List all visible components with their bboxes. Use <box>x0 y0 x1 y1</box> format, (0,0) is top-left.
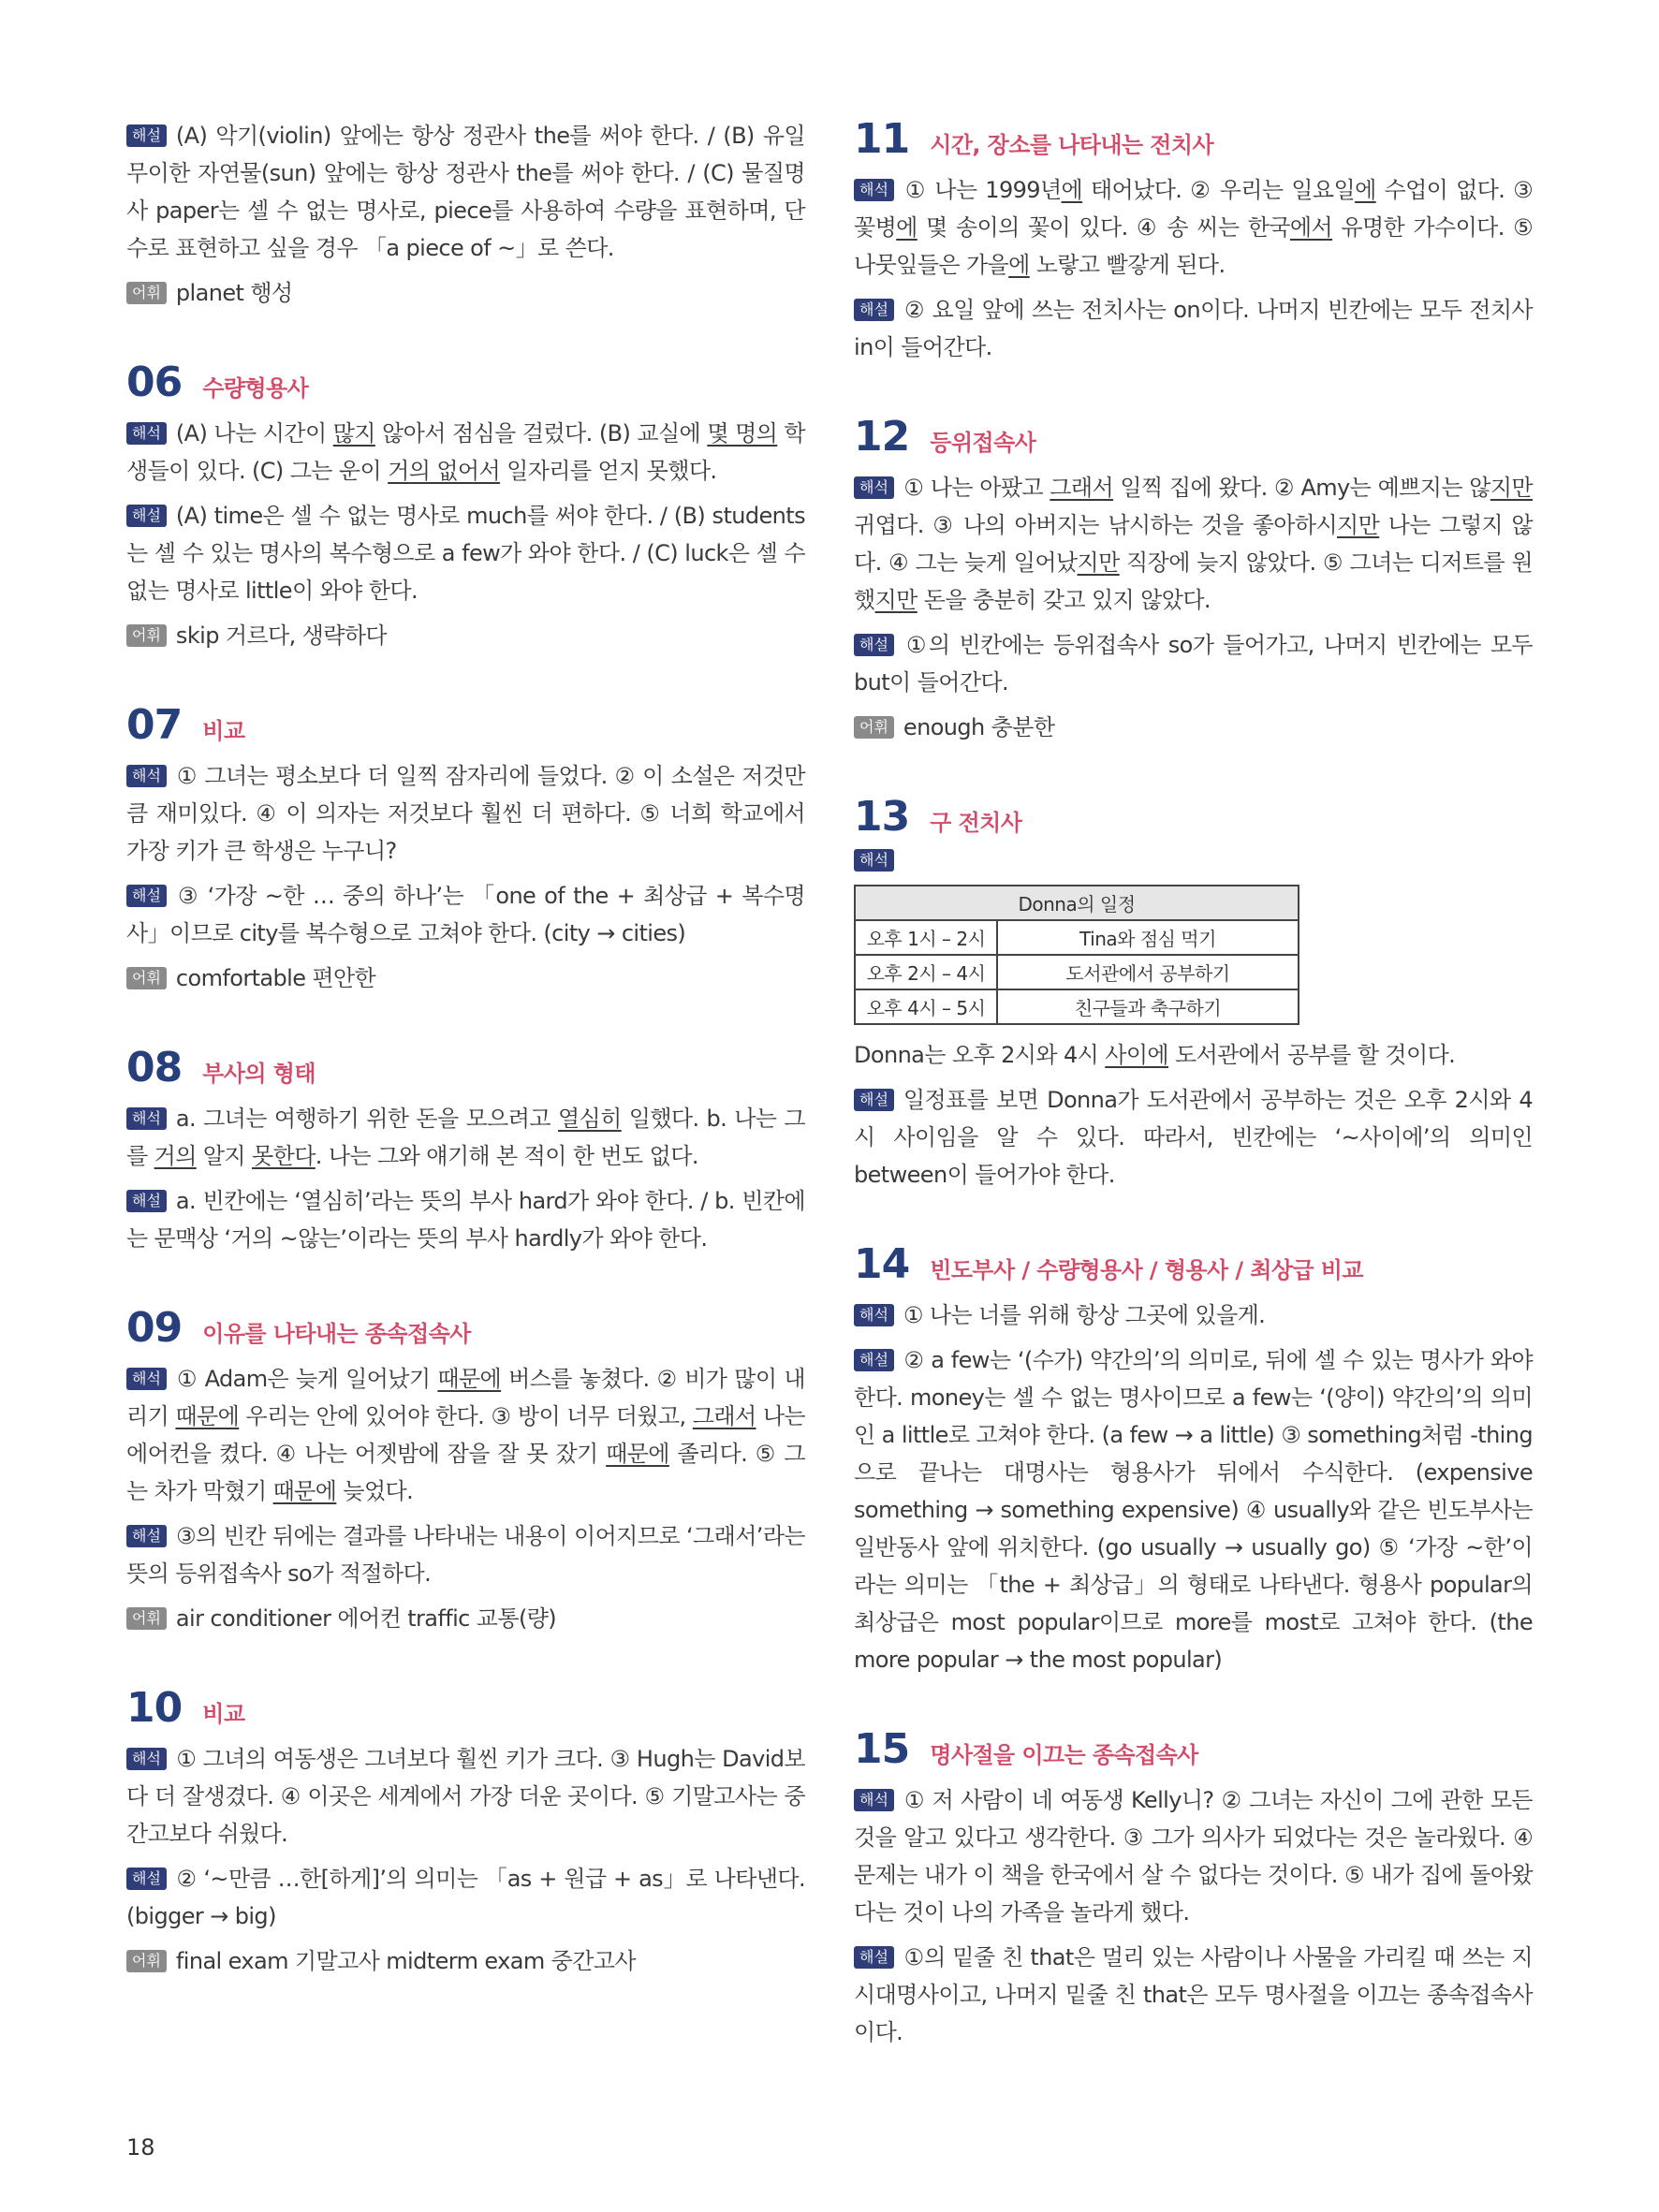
section-title: 이유를 나타내는 종속접속사 <box>202 1321 471 1347</box>
schedule-table <box>854 885 1299 1025</box>
vocab-tag: 어휘 <box>126 1607 167 1630</box>
explanation-tag: 해설 <box>126 125 167 147</box>
translation-tag: 해석 <box>854 1304 894 1326</box>
explanation-paragraph: 해설 ①의 밑줄 친 that은 멀리 있는 사람이나 사물을 가리킬 때 쓰는 지시대명사이고, 나머지 밑줄 친 that은 모두 명사절을 이끄는 종속접속사이다. <box>854 1944 1533 2045</box>
section-title: 시간, 장소를 나타내는 전치사 <box>930 132 1214 158</box>
explanation-paragraph: 해설 ③의 빈칸 뒤에는 결과를 나타내는 내용이 이어지므로 ‘그래서’라는 뜻의 등위접속사 so가 적절하다. <box>126 1523 805 1587</box>
translation-paragraph: 해석 ① 나는 너를 위해 항상 그곳에 있을게. <box>854 1296 1533 1334</box>
explanation-paragraph: 해설 일정표를 보면 Donna가 도서관에서 공부하는 것은 오후 2시와 4시 사이임을 알 수 있다. 따라서, 빈칸에는 ‘~사이에’의 의미인 between이 들어가야 한다. <box>854 1087 1533 1188</box>
section-number: 14 <box>854 1240 910 1288</box>
explanation-paragraph: 해설 ② a few는 ‘(수가) 약간의’의 의미로, 뒤에 셀 수 있는 명사가 와야 한다. money는 셀 수 없는 명사이므로 a few는 ‘(양이) 약간의’의 의미인 a little로 고쳐야 한다. (a few → a little) ③ something처럼 -thing으로 끝나는 대명사는 형용사가 뒤에서 수식한다. (expensive something → something expensive) ④ usually와 같은 빈도부사는 일반동사 앞에 위치한다. (go usually → usually go) ⑤ ‘가장 ~한’이라는 의미는 「the + 최상급」의 형태로 나타낸다. 형용사 popular의 최상급은 most popular이므로 more를 most로 고쳐야 한다. (the more popular → the most popular) <box>854 1347 1533 1673</box>
translation-tag: 해석 <box>854 476 894 499</box>
section-title: 명사절을 이끄는 종속접속사 <box>930 1742 1198 1768</box>
section-header <box>126 703 805 748</box>
explanation-tag: 해설 <box>854 1349 894 1371</box>
section-number: 09 <box>126 1304 183 1352</box>
section-12 <box>854 415 1533 746</box>
translation-paragraph: 해석 ① 나는 1999년에 태어났다. ② 우리는 일요일에 수업이 없다. ③ 꽃병에 몇 송이의 꽃이 있다. ④ 송 씨는 한국에서 유명한 가수이다. ⑤ 나뭇잎들은 가을에 노랗고 빨갛게 된다. <box>854 177 1534 278</box>
section-header <box>854 415 1533 460</box>
explanation-tag: 해설 <box>854 299 894 321</box>
activity-cell: 친구들과 축구하기 <box>997 989 1299 1024</box>
section-number: 15 <box>854 1725 910 1773</box>
section-05-continued <box>126 117 805 312</box>
section-13 <box>854 795 1533 1194</box>
vocab-paragraph: 어휘 skip 거르다, 생략하다 <box>126 617 805 654</box>
section-title: 구 전치사 <box>930 810 1022 836</box>
translation-paragraph: 해석 (A) 나는 시간이 많지 않아서 점심을 걸렀다. (B) 교실에 몇 명의 학생들이 있다. (C) 그는 운이 거의 없어서 일자리를 얻지 못했다. <box>126 420 805 484</box>
vocab-tag: 어휘 <box>126 1950 167 1972</box>
table-row <box>855 955 1299 989</box>
translation-tag: 해석 <box>126 765 167 787</box>
section-06 <box>126 360 805 654</box>
time-cell: 오후 4시 – 5시 <box>855 989 997 1024</box>
page-number: 18 <box>126 2134 155 2161</box>
section-number: 12 <box>854 413 910 461</box>
translation-paragraph: 해석 ① 저 사람이 네 여동생 Kelly니? ② 그녀는 자신이 그에 관한 모든 것을 알고 있다고 생각한다. ③ 그가 의사가 되었다는 것은 놀라웠다. ④ 문제는 내가 이 책을 한국에서 살 수 없다는 것이다. ⑤ 내가 집에 돌아왔다는 것이 나의 가족을 놀라게 했다. <box>854 1787 1533 1926</box>
explanation-paragraph: 해설 a. 빈칸에는 ‘열심히’라는 뜻의 부사 hard가 와야 한다. / b. 빈칸에는 문맥상 ‘거의 ~않는’이라는 뜻의 부사 hardly가 와야 한다. <box>126 1188 805 1252</box>
section-15 <box>854 1727 1533 2051</box>
explanation-tag: 해설 <box>854 1089 894 1111</box>
vocab-paragraph: 어휘 enough 충분한 <box>854 709 1533 746</box>
translation-tag: 해석 <box>854 1789 894 1811</box>
activity-cell: Tina와 점심 먹기 <box>997 920 1299 955</box>
left-column <box>126 117 805 1987</box>
section-header <box>126 360 805 405</box>
explanation-tag: 해설 <box>126 505 167 527</box>
table-row <box>855 989 1299 1024</box>
vocab-tag: 어휘 <box>126 967 167 989</box>
table-title: Donna의 일정 <box>855 886 1299 920</box>
section-header <box>126 1046 805 1091</box>
section-header <box>126 1306 805 1351</box>
explanation-tag: 해설 <box>126 1190 167 1212</box>
translation-tag: 해석 <box>126 1107 167 1130</box>
explanation-tag: 해설 <box>126 1868 167 1890</box>
section-header <box>854 1242 1533 1287</box>
time-cell: 오후 2시 – 4시 <box>855 955 997 989</box>
section-07 <box>126 703 805 997</box>
vocab-tag: 어휘 <box>126 624 167 647</box>
explanation-paragraph: 해설 (A) 악기(violin) 앞에는 항상 정관사 the를 써야 한다. / (B) 유일무이한 자연물(sun) 앞에는 항상 정관사 the를 써야 한다. / (C) 물질명사 paper는 셀 수 없는 명사로, piece를 사용하여 수량을 표현하며, 단수로 표현하고 싶을 경우 「a piece of ~」로 쓴다. <box>126 123 805 261</box>
translation-tag-row <box>854 849 1533 872</box>
vocab-paragraph: 어휘 final exam 기말고사 midterm exam 중간고사 <box>126 1942 805 1980</box>
section-header <box>854 117 1533 162</box>
explanation-tag: 해설 <box>854 634 894 656</box>
vocab-tag: 어휘 <box>854 716 894 739</box>
section-header <box>126 1686 805 1731</box>
vocab-paragraph: 어휘 planet 행성 <box>126 274 805 312</box>
section-title: 비교 <box>202 718 245 744</box>
translation-paragraph: 해석 ① 그녀의 여동생은 그녀보다 훨씬 키가 크다. ③ Hugh는 David보다 더 잘생겼다. ④ 이곳은 세계에서 가장 더운 곳이다. ⑤ 기말고사는 중간고보다 쉬웠다. <box>126 1746 805 1847</box>
translation-tag: 해석 <box>126 422 167 445</box>
section-10 <box>126 1686 805 1980</box>
translation-paragraph: 해석 ① 그녀는 평소보다 더 일찍 잠자리에 들었다. ② 이 소설은 저것만큼 재미있다. ④ 이 의자는 저것보다 훨씬 더 편하다. ⑤ 너희 학교에서 가장 키가 큰 학생은 누구니? <box>126 763 805 864</box>
translation-paragraph: 해석 a. 그녀는 여행하기 위한 돈을 모으려고 열심히 일했다. b. 나는 그를 거의 알지 못한다. 나는 그와 얘기해 본 적이 한 번도 없다. <box>126 1106 805 1169</box>
section-number: 10 <box>126 1684 183 1732</box>
section-title: 등위접속사 <box>930 430 1036 456</box>
explanation-paragraph: 해설 ①의 빈칸에는 등위접속사 so가 들어가고, 나머지 빈칸에는 모두 but이 들어간다. <box>854 632 1533 696</box>
explanation-paragraph: 해설 ③ ‘가장 ~한 … 중의 하나’는 「one of the + 최상급 + 복수명사」이므로 city를 복수형으로 고쳐야 한다. (city → cities) <box>126 883 805 946</box>
section-header <box>854 1727 1533 1772</box>
translation-tag: 해석 <box>126 1748 167 1770</box>
explanation-paragraph: 해설 (A) time은 셀 수 없는 명사로 much를 써야 한다. / (B) students는 셀 수 있는 명사의 복수형으로 a few가 와야 한다. / (C) luck은 셀 수 없는 명사로 little이 와야 한다. <box>126 503 805 604</box>
explanation-paragraph: 해설 ② 요일 앞에 쓰는 전치사는 on이다. 나머지 빈칸에는 모두 전치사 in이 들어간다. <box>854 297 1533 360</box>
section-header <box>854 795 1533 840</box>
vocab-tag: 어휘 <box>126 282 167 304</box>
activity-cell: 도서관에서 공부하기 <box>997 955 1299 989</box>
section-number: 07 <box>126 701 183 749</box>
explanation-paragraph: 해설 ② ‘~만큼 …한[하게]’의 의미는 「as + 원급 + as」로 나타낸다. (bigger → big) <box>126 1866 805 1929</box>
table-row <box>855 920 1299 955</box>
table-header-row <box>855 886 1299 920</box>
answer-sentence: Donna는 오후 2시와 4시 사이에 도서관에서 공부를 할 것이다. <box>854 1042 1456 1068</box>
vocab-paragraph: 어휘 comfortable 편안한 <box>126 960 805 997</box>
section-title: 빈도부사 / 수량형용사 / 형용사 / 최상급 비교 <box>930 1257 1363 1283</box>
section-number: 11 <box>854 115 910 163</box>
vocab-paragraph: 어휘 air conditioner 에어컨 traffic 교통(량) <box>126 1600 805 1637</box>
section-09 <box>126 1306 805 1637</box>
translation-tag: 해석 <box>854 179 894 201</box>
section-14 <box>854 1242 1533 1678</box>
section-title: 비교 <box>202 1701 245 1727</box>
translation-tag: 해석 <box>126 1368 167 1390</box>
explanation-tag: 해설 <box>854 1946 894 1969</box>
explanation-tag: 해설 <box>126 1525 167 1547</box>
translation-paragraph: 해석 ① Adam은 늦게 일어났기 때문에 버스를 놓쳤다. ② 비가 많이 내리기 때문에 우리는 안에 있어야 한다. ③ 방이 너무 더웠고, 그래서 나는 에어컨을 켰다. ④ 나는 어젯밤에 잠을 잘 못 잤기 때문에 졸리다. ⑤ 그는 차가 막혔기 때문에 늦었다. <box>126 1366 806 1504</box>
explanation-tag: 해설 <box>126 885 167 907</box>
translation-paragraph: 해석 ① 나는 아팠고 그래서 일찍 집에 왔다. ② Amy는 예쁘지는 않지만 귀엽다. ③ 나의 아버지는 낚시하는 것을 좋아하시지만 나는 그렇지 않다. ④ 그는 늦게 일어났지만 직장에 늦지 않았다. ⑤ 그녀는 디저트를 원했지만 돈을 충분히 갖고 있지 않았다. <box>854 475 1533 613</box>
right-column <box>854 117 1533 2058</box>
section-number: 13 <box>854 793 910 841</box>
section-08 <box>126 1046 805 1257</box>
section-11 <box>854 117 1533 366</box>
translation-tag: 해석 <box>854 849 894 872</box>
time-cell: 오후 1시 – 2시 <box>855 920 997 955</box>
section-title: 부사의 형태 <box>202 1061 316 1087</box>
section-title: 수량형용사 <box>202 375 309 402</box>
section-number: 06 <box>126 359 183 406</box>
section-number: 08 <box>126 1044 183 1091</box>
